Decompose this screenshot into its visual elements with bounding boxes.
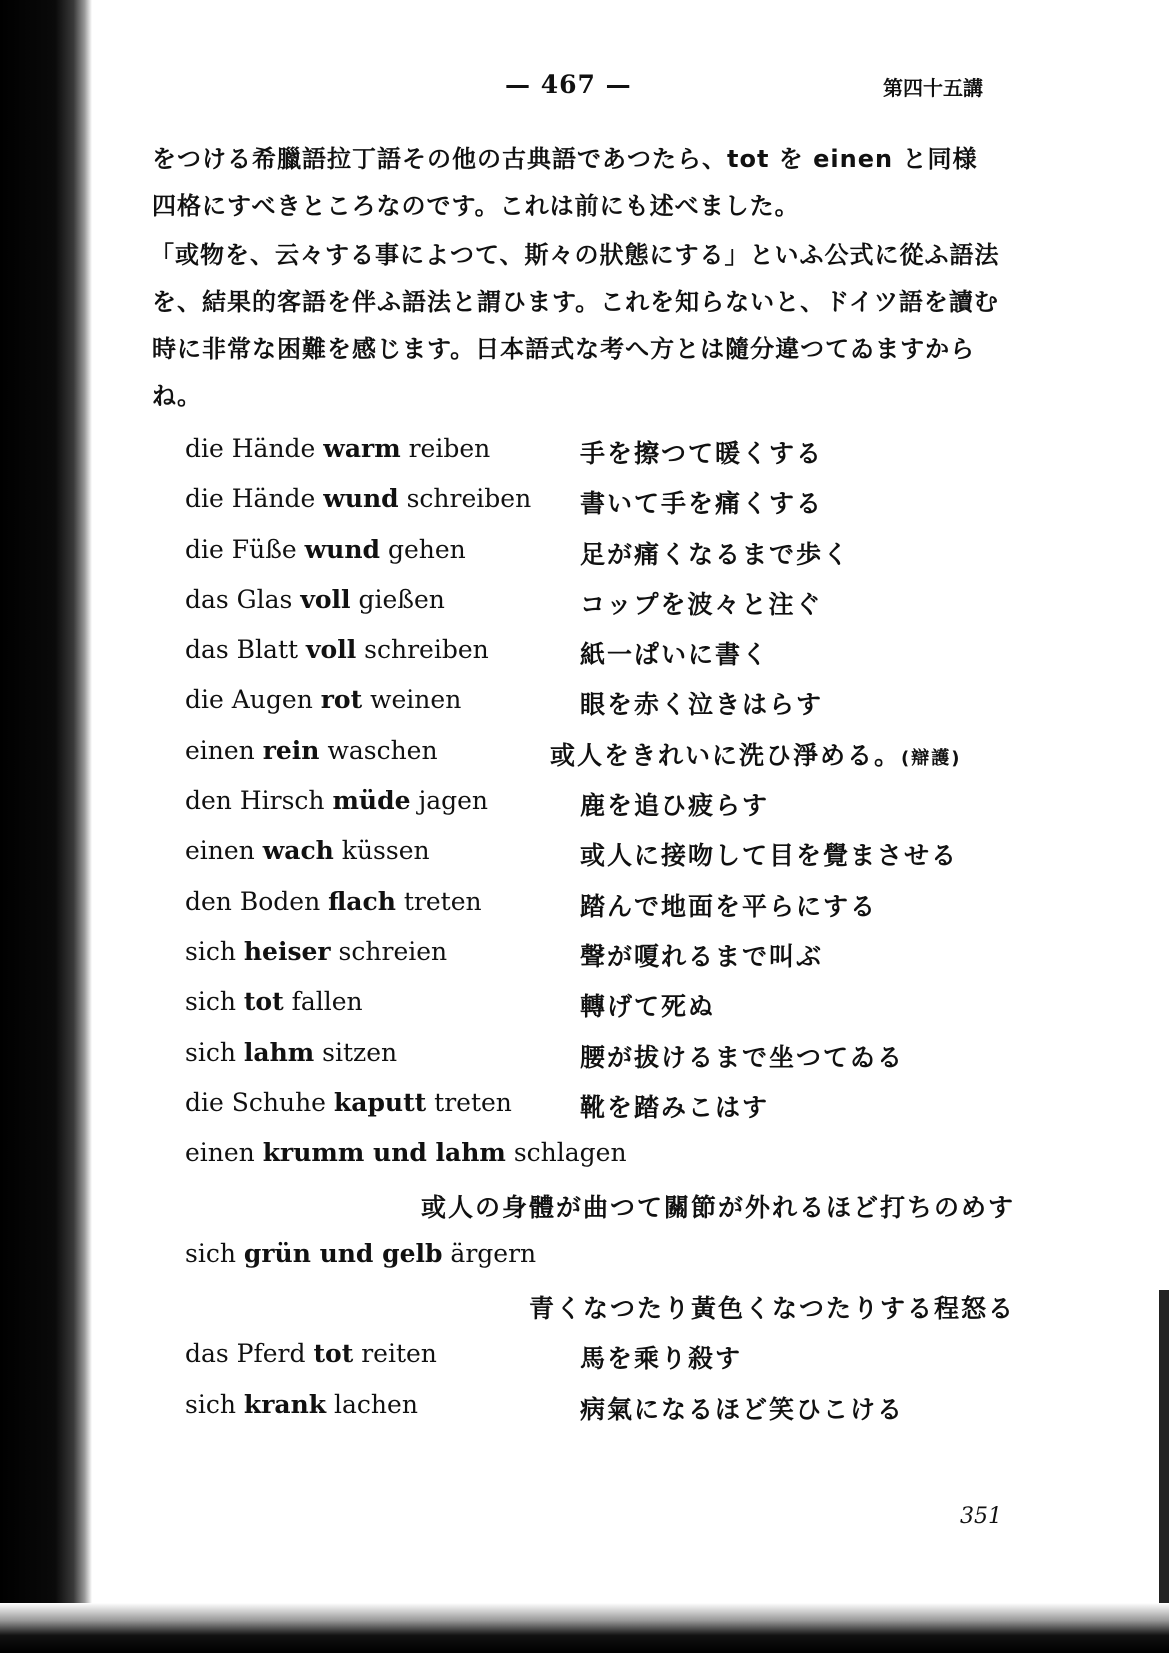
page-header bbox=[0, 68, 1169, 108]
japanese-translation: 轉げて死ぬ bbox=[580, 992, 716, 1022]
german-phrase: den Boden flach treten bbox=[185, 886, 482, 916]
book-gutter bbox=[0, 0, 92, 1653]
list-item bbox=[185, 1289, 1015, 1339]
german-phrase: das Glas voll gießen bbox=[185, 584, 445, 614]
list-item bbox=[185, 836, 1015, 886]
japanese-translation: 病氣になるほど笑ひこける bbox=[580, 1394, 905, 1424]
folio-number: 351 bbox=[960, 1504, 1002, 1529]
intro-text bbox=[152, 136, 1002, 422]
japanese-translation: 眼を赤く泣きはらす bbox=[580, 690, 824, 720]
japanese-translation: 踏んで地面を平らにする bbox=[580, 891, 878, 921]
list-item bbox=[185, 987, 1015, 1037]
list-item bbox=[185, 585, 1015, 635]
list-item bbox=[185, 685, 1015, 735]
german-phrase: die Füße wund gehen bbox=[185, 534, 466, 564]
list-item bbox=[185, 1339, 1015, 1389]
german-phrase: einen wach küssen bbox=[185, 836, 430, 866]
list-item bbox=[185, 1390, 1015, 1440]
german-phrase: sich tot fallen bbox=[185, 987, 363, 1017]
list-item bbox=[185, 484, 1015, 534]
vocabulary-list bbox=[185, 434, 1015, 1440]
german-phrase: sich lahm sitzen bbox=[185, 1037, 398, 1067]
japanese-translation: 手を擦つて暖くする bbox=[580, 439, 824, 468]
german-phrase: die Hände warm reiben bbox=[185, 434, 491, 463]
japanese-translation: 書いて手を痛くする bbox=[580, 489, 824, 519]
list-item bbox=[185, 1239, 1015, 1289]
german-phrase: die Augen rot weinen bbox=[185, 685, 462, 715]
list-item bbox=[185, 434, 1015, 484]
page-edge-shadow bbox=[1159, 1290, 1169, 1610]
list-item bbox=[185, 1188, 1015, 1238]
japanese-translation: 紙一ぱいに書く bbox=[580, 640, 770, 670]
german-phrase: sich krank lachen bbox=[185, 1389, 418, 1419]
german-phrase: die Hände wund schreiben bbox=[185, 484, 532, 514]
german-phrase: das Pferd tot reiten bbox=[185, 1339, 437, 1369]
bottom-page-shadow bbox=[0, 1603, 1169, 1653]
list-item bbox=[185, 535, 1015, 585]
japanese-translation: 鹿を追ひ疲らす bbox=[580, 791, 770, 821]
japanese-translation: 靴を踏みこはす bbox=[580, 1092, 770, 1122]
list-item bbox=[185, 887, 1015, 937]
japanese-translation: 腰が拔けるまで坐つてゐる bbox=[580, 1042, 905, 1072]
paragraph: をつける希臘語拉丁語その他の古典語であつたら、tot を einen と同様四格にすべきところなのです。これは前にも述べました。 bbox=[152, 145, 978, 220]
japanese-translation: コップを波々と注ぐ bbox=[580, 589, 823, 619]
list-item bbox=[185, 937, 1015, 987]
list-item bbox=[185, 1038, 1015, 1088]
japanese-translation: 聲が嗄れるまで叫ぶ bbox=[580, 941, 824, 971]
list-item bbox=[185, 736, 1015, 786]
list-item bbox=[185, 1138, 1015, 1188]
japanese-translation: 足が痛くなるまで歩く bbox=[580, 539, 851, 569]
german-phrase: sich heiser schreien bbox=[185, 936, 448, 966]
german-phrase: die Schuhe kaputt treten bbox=[185, 1087, 512, 1117]
german-phrase: einen krumm und lahm schlagen bbox=[185, 1138, 627, 1168]
japanese-translation: 或人の身體が曲つて關節が外れるほど打ちのめす bbox=[420, 1193, 1015, 1223]
list-item bbox=[185, 786, 1015, 836]
paragraph: 「或物を、云々する事によつて、斯々の狀態にする」といふ公式に從ふ語法を、結果的客語を伴ふ語法と謂ひます。これを知らないと、ドイツ語を讀む時に非常な困難を感じます。日本語式な考へ方とは隨分違つてゐますからね。 bbox=[150, 241, 1000, 410]
annotation-note: (辯護) bbox=[901, 747, 962, 769]
german-phrase: den Hirsch müde jagen bbox=[185, 786, 489, 816]
japanese-translation: 或人に接吻して目を覺まさせる bbox=[580, 841, 959, 871]
chapter-label: 第四十五講 bbox=[883, 76, 983, 100]
list-item bbox=[185, 1088, 1015, 1138]
japanese-translation: 馬を乘り殺す bbox=[580, 1344, 743, 1374]
japanese-translation: 青くなつたり黃色くなつたりする程怒る bbox=[528, 1294, 1015, 1324]
german-phrase: das Blatt voll schreiben bbox=[185, 635, 489, 665]
page-number: — 467 — bbox=[505, 70, 632, 99]
german-phrase: sich grün und gelb ärgern bbox=[185, 1238, 537, 1268]
list-item bbox=[185, 635, 1015, 685]
japanese-translation: 或人をきれいに洗ひ淨める。(辯護) bbox=[550, 740, 962, 770]
german-phrase: einen rein waschen bbox=[185, 735, 438, 765]
